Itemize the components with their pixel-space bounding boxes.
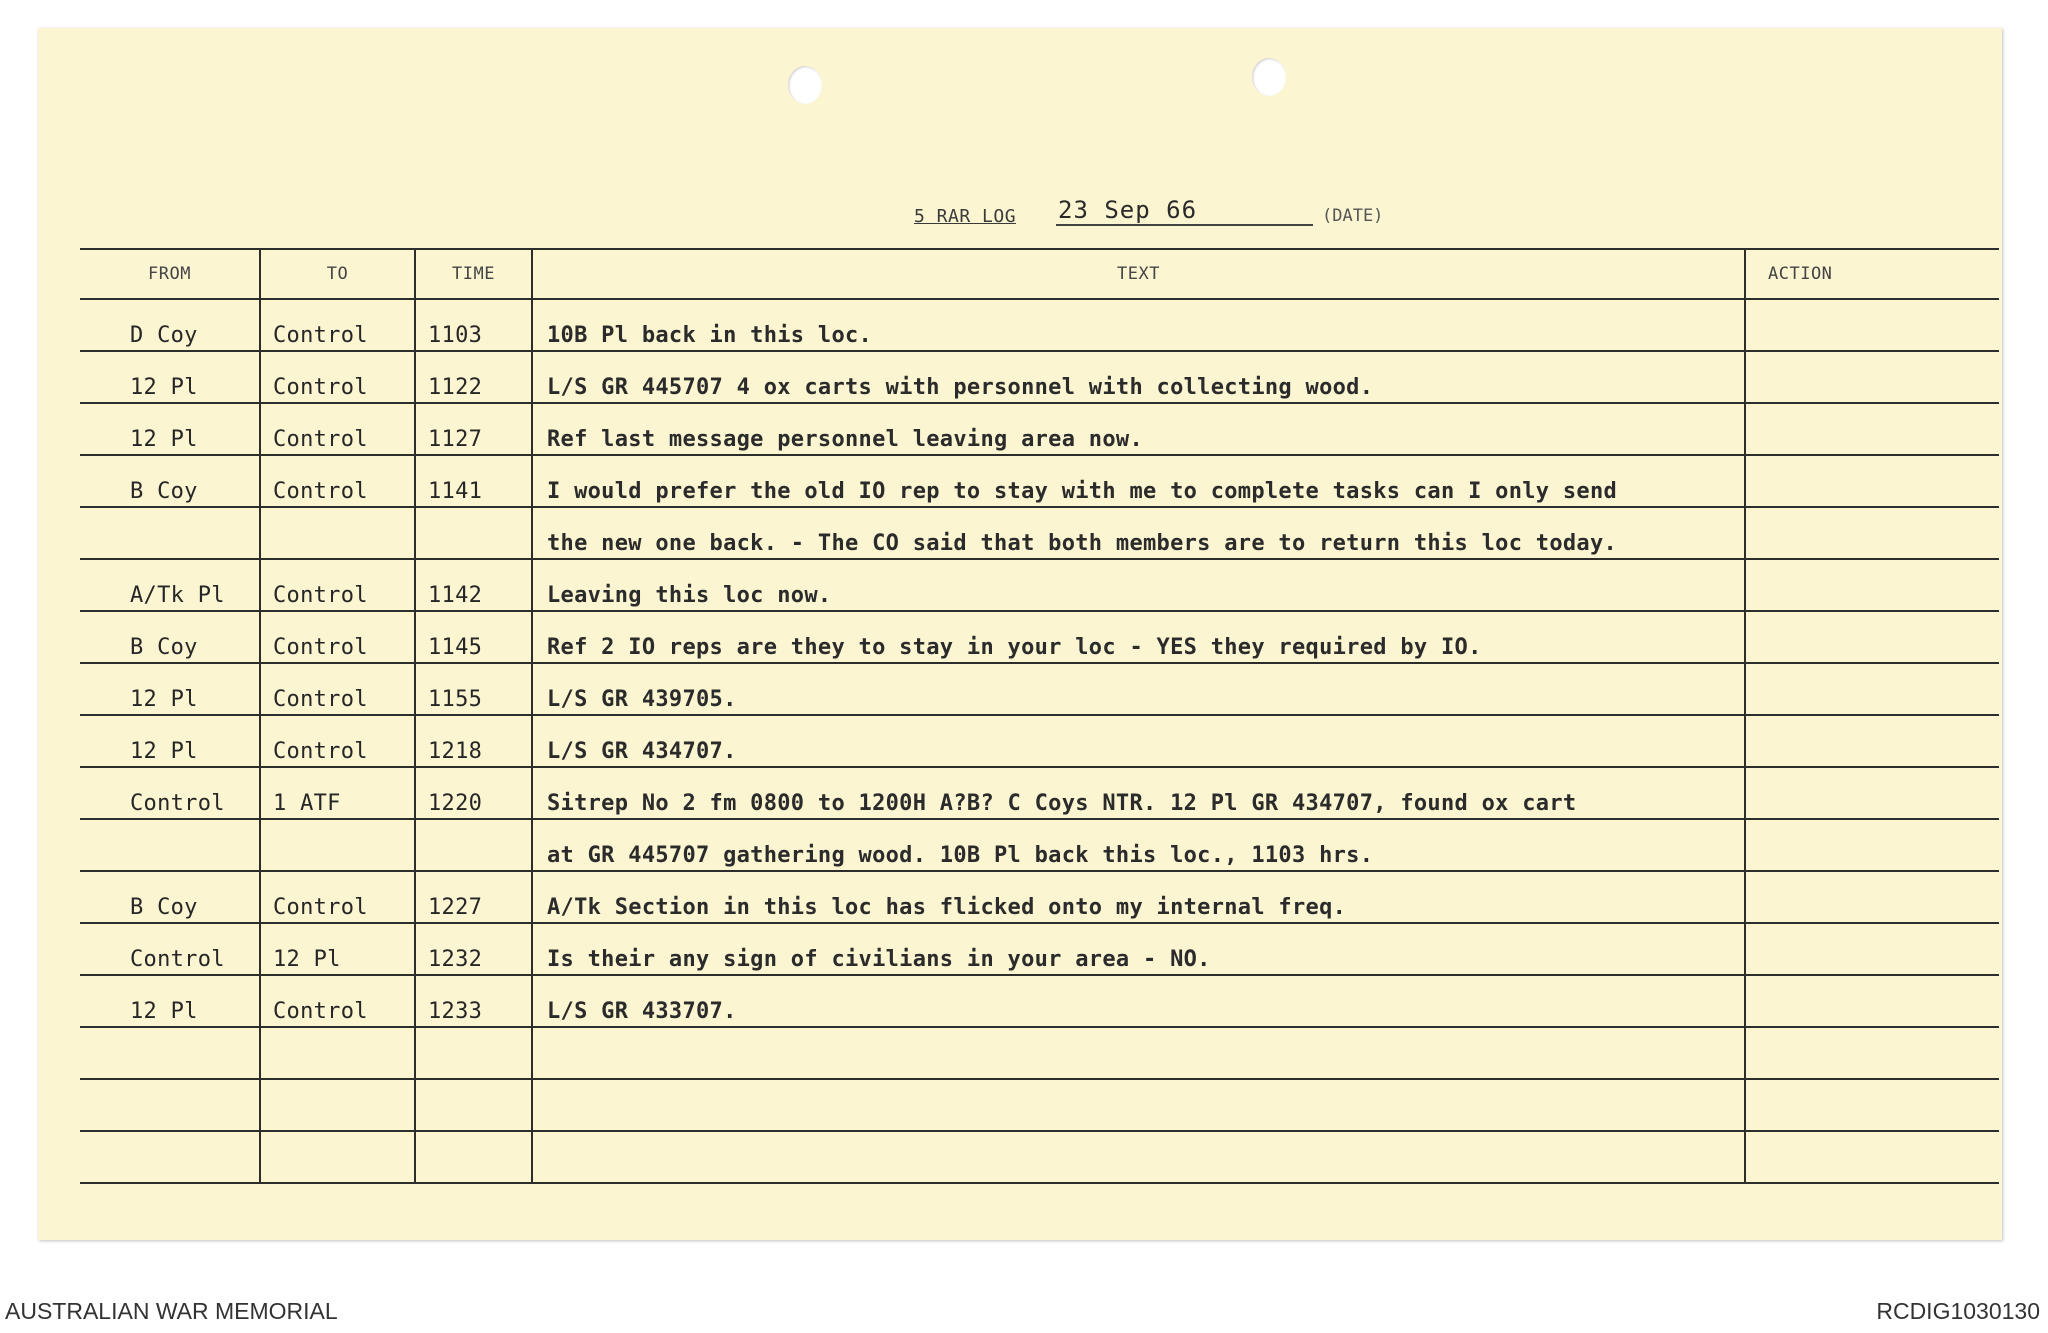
cell-text: I would prefer the old IO rep to stay with me to complete tasks can I only send bbox=[532, 455, 1745, 507]
cell-action bbox=[1745, 1027, 1999, 1079]
cell-time: 1142 bbox=[415, 559, 532, 611]
cell-action bbox=[1745, 611, 1999, 663]
cell-from: 12 Pl bbox=[80, 975, 260, 1027]
cell-to bbox=[260, 1027, 415, 1079]
table-row bbox=[80, 455, 1999, 507]
cell-action bbox=[1745, 767, 1999, 819]
cell-from: D Coy bbox=[80, 299, 260, 351]
cell-to: 1 ATF bbox=[260, 767, 415, 819]
cell-to bbox=[260, 507, 415, 559]
cell-action bbox=[1745, 1131, 1999, 1183]
column-header-time: TIME bbox=[415, 249, 532, 299]
document-id: RCDIG1030130 bbox=[1876, 1298, 2040, 1324]
table-row bbox=[80, 1131, 1999, 1183]
cell-action bbox=[1745, 923, 1999, 975]
table-row bbox=[80, 871, 1999, 923]
cell-to: Control bbox=[260, 975, 415, 1027]
cell-time: 1220 bbox=[415, 767, 532, 819]
cell-time: 1127 bbox=[415, 403, 532, 455]
cell-time: 1141 bbox=[415, 455, 532, 507]
cell-text: L/S GR 439705. bbox=[532, 663, 1745, 715]
cell-text: at GR 445707 gathering wood. 10B Pl back this loc., 1103 hrs. bbox=[532, 819, 1745, 871]
cell-to: Control bbox=[260, 663, 415, 715]
cell-time: 1145 bbox=[415, 611, 532, 663]
cell-action bbox=[1745, 559, 1999, 611]
cell-from: 12 Pl bbox=[80, 403, 260, 455]
cell-time bbox=[415, 507, 532, 559]
cell-text: 10B Pl back in this loc. bbox=[532, 299, 1745, 351]
cell-text: A/Tk Section in this loc has flicked onto my internal freq. bbox=[532, 871, 1745, 923]
cell-time bbox=[415, 819, 532, 871]
table-row bbox=[80, 559, 1999, 611]
log-title: 5 RAR LOG bbox=[914, 206, 1017, 227]
log-date: 23 Sep 66 bbox=[1056, 196, 1313, 226]
cell-to: Control bbox=[260, 351, 415, 403]
cell-text: Leaving this loc now. bbox=[532, 559, 1745, 611]
cell-from bbox=[80, 1079, 260, 1131]
cell-action bbox=[1745, 975, 1999, 1027]
cell-action bbox=[1745, 715, 1999, 767]
cell-action bbox=[1745, 455, 1999, 507]
cell-action bbox=[1745, 1079, 1999, 1131]
date-label: (DATE) bbox=[1322, 206, 1384, 226]
table-row bbox=[80, 923, 1999, 975]
cell-to: Control bbox=[260, 559, 415, 611]
cell-text: the new one back. - The CO said that both members are to return this loc today. bbox=[532, 507, 1745, 559]
cell-from: B Coy bbox=[80, 455, 260, 507]
cell-time: 1232 bbox=[415, 923, 532, 975]
column-header-text: TEXT bbox=[532, 249, 1745, 299]
column-header-to: TO bbox=[260, 249, 415, 299]
cell-text: Ref last message personnel leaving area now. bbox=[532, 403, 1745, 455]
punch-hole-right bbox=[1252, 58, 1286, 96]
cell-to: 12 Pl bbox=[260, 923, 415, 975]
cell-text: L/S GR 445707 4 ox carts with personnel with collecting wood. bbox=[532, 351, 1745, 403]
cell-from bbox=[80, 1131, 260, 1183]
cell-text: Is their any sign of civilians in your area - NO. bbox=[532, 923, 1745, 975]
table-row bbox=[80, 611, 1999, 663]
cell-text bbox=[532, 1027, 1745, 1079]
archive-credit: AUSTRALIAN WAR MEMORIAL bbox=[5, 1298, 338, 1324]
cell-to: Control bbox=[260, 871, 415, 923]
cell-time: 1218 bbox=[415, 715, 532, 767]
cell-from: Control bbox=[80, 767, 260, 819]
cell-to: Control bbox=[260, 611, 415, 663]
table-row bbox=[80, 1027, 1999, 1079]
cell-action bbox=[1745, 871, 1999, 923]
table-row bbox=[80, 819, 1999, 871]
cell-to bbox=[260, 1131, 415, 1183]
cell-time: 1155 bbox=[415, 663, 532, 715]
table-row bbox=[80, 351, 1999, 403]
cell-text: Ref 2 IO reps are they to stay in your loc - YES they required by IO. bbox=[532, 611, 1745, 663]
table-row bbox=[80, 715, 1999, 767]
cell-time bbox=[415, 1027, 532, 1079]
log-table bbox=[80, 248, 1999, 1184]
cell-to: Control bbox=[260, 455, 415, 507]
table-row bbox=[80, 767, 1999, 819]
log-header bbox=[38, 196, 2002, 236]
punch-hole-left bbox=[788, 66, 822, 104]
cell-to: Control bbox=[260, 299, 415, 351]
cell-from: A/Tk Pl bbox=[80, 559, 260, 611]
table-row bbox=[80, 299, 1999, 351]
table-row bbox=[80, 507, 1999, 559]
table-row bbox=[80, 403, 1999, 455]
cell-text bbox=[532, 1079, 1745, 1131]
column-header-from: FROM bbox=[80, 249, 260, 299]
cell-from: B Coy bbox=[80, 871, 260, 923]
cell-text: Sitrep No 2 fm 0800 to 1200H A?B? C Coys NTR. 12 Pl GR 434707, found ox cart bbox=[532, 767, 1745, 819]
cell-action bbox=[1745, 299, 1999, 351]
cell-time bbox=[415, 1131, 532, 1183]
cell-to bbox=[260, 1079, 415, 1131]
cell-from: 12 Pl bbox=[80, 663, 260, 715]
cell-from bbox=[80, 1027, 260, 1079]
cell-from bbox=[80, 507, 260, 559]
table-row bbox=[80, 1079, 1999, 1131]
table-row bbox=[80, 975, 1999, 1027]
table-header-row bbox=[80, 249, 1999, 299]
cell-text: L/S GR 434707. bbox=[532, 715, 1745, 767]
cell-time: 1122 bbox=[415, 351, 532, 403]
cell-action bbox=[1745, 403, 1999, 455]
cell-to bbox=[260, 819, 415, 871]
cell-action bbox=[1745, 507, 1999, 559]
cell-time: 1227 bbox=[415, 871, 532, 923]
cell-to: Control bbox=[260, 403, 415, 455]
cell-from bbox=[80, 819, 260, 871]
table-row bbox=[80, 663, 1999, 715]
cell-action bbox=[1745, 351, 1999, 403]
cell-action bbox=[1745, 819, 1999, 871]
cell-time: 1233 bbox=[415, 975, 532, 1027]
column-header-action: ACTION bbox=[1745, 249, 1999, 299]
cell-action bbox=[1745, 663, 1999, 715]
cell-text: L/S GR 433707. bbox=[532, 975, 1745, 1027]
cell-time: 1103 bbox=[415, 299, 532, 351]
cell-from: Control bbox=[80, 923, 260, 975]
cell-to: Control bbox=[260, 715, 415, 767]
cell-text bbox=[532, 1131, 1745, 1183]
cell-from: 12 Pl bbox=[80, 351, 260, 403]
cell-from: B Coy bbox=[80, 611, 260, 663]
cell-from: 12 Pl bbox=[80, 715, 260, 767]
cell-time bbox=[415, 1079, 532, 1131]
